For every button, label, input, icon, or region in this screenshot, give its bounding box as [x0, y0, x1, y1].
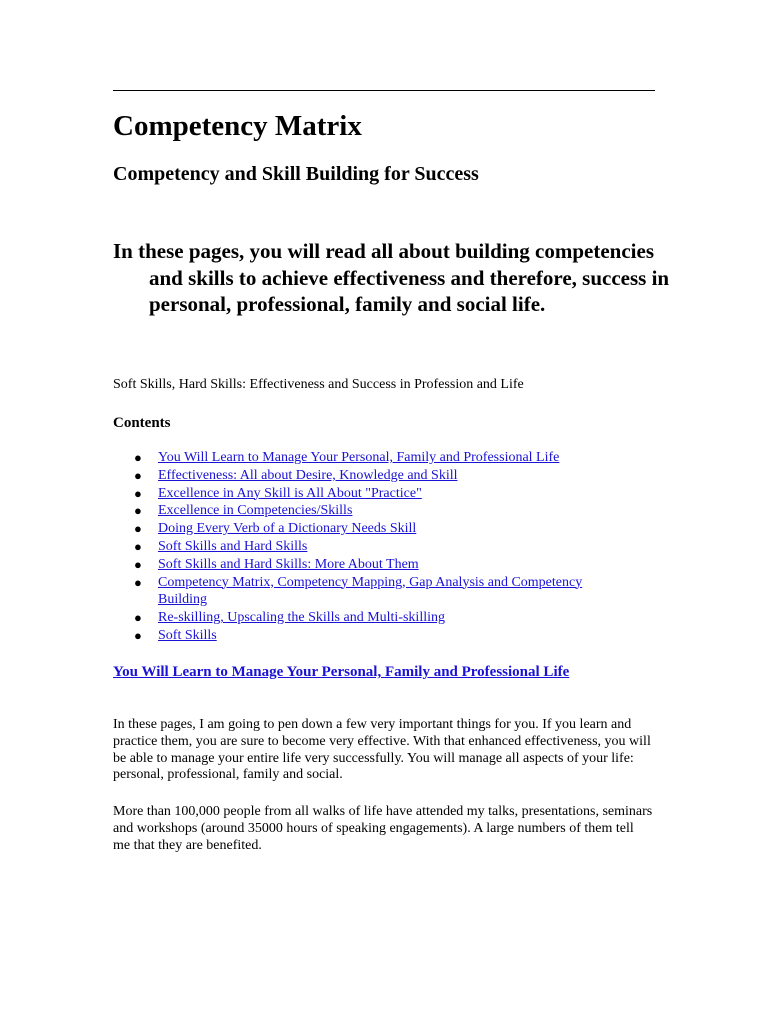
toc-link[interactable]: Soft Skills and Hard Skills: More About Them — [158, 556, 419, 572]
body-paragraph: In these pages, I am going to pen down a few very important things for you. If you learn and practice them, you are sure to become very effective. With that enhanced effectiveness, you will be able to manage your entire life very successfully. You will manage all aspects of your life: personal, professional, family and social. — [113, 717, 651, 783]
toc-link[interactable]: Effectiveness: All about Desire, Knowledge and Skill — [158, 467, 458, 483]
toc-link[interactable]: You Will Learn to Manage Your Personal, Family and Professional Life — [158, 450, 560, 465]
toc-item — [113, 609, 633, 627]
toc-link[interactable]: Soft Skills and Hard Skills — [158, 538, 308, 554]
toc-item — [113, 556, 633, 574]
page-title: Competency Matrix — [113, 110, 362, 142]
bullet-icon: ● — [134, 485, 142, 501]
toc-link[interactable]: Excellence in Any Skill is All About "Practice" — [158, 485, 422, 501]
intro-paragraph: In these pages, you will read all about building competencies and skills to achieve effectiveness and therefore, success in personal, professional, family and social life. — [113, 239, 670, 316]
bullet-icon: ● — [134, 610, 142, 626]
contents-heading: Contents — [113, 415, 171, 431]
bullet-icon: ● — [134, 503, 142, 519]
bullet-icon: ● — [134, 467, 142, 483]
top-horizontal-rule — [113, 90, 655, 91]
bullet-icon: ● — [134, 450, 142, 465]
tagline: Soft Skills, Hard Skills: Effectiveness and Success in Profession and Life — [113, 377, 524, 392]
toc-link[interactable]: Re-skilling, Upscaling the Skills and Multi-skilling — [158, 610, 445, 626]
bullet-icon: ● — [134, 538, 142, 554]
toc-item — [113, 485, 633, 503]
table-of-contents — [113, 449, 633, 645]
body-paragraph: More than 100,000 people from all walks of life have attended my talks, presentations, seminars and workshops (around 35000 hours of speaking engagements). A large numbers of them tell me that they are benefited. — [113, 804, 653, 853]
toc-item — [113, 538, 633, 556]
toc-link[interactable]: Excellence in Competencies/Skills — [158, 503, 353, 519]
bullet-icon: ● — [134, 627, 142, 643]
toc-item — [113, 574, 633, 610]
toc-item — [113, 467, 633, 485]
bullet-icon: ● — [134, 556, 142, 572]
toc-item — [113, 520, 633, 538]
bullet-icon: ● — [134, 574, 142, 590]
bullet-icon: ● — [134, 521, 142, 537]
section-heading — [113, 662, 569, 682]
toc-link[interactable]: Competency Matrix, Competency Mapping, Gap Analysis and Competency Building — [158, 574, 583, 608]
section-heading-link[interactable]: You Will Learn to Manage Your Personal, Family and Professional Life — [113, 664, 570, 680]
toc-link[interactable]: Doing Every Verb of a Dictionary Needs Skill — [158, 521, 417, 537]
toc-item — [113, 449, 633, 467]
page-subtitle: Competency and Skill Building for Success — [113, 163, 479, 185]
toc-item — [113, 627, 633, 645]
toc-link[interactable]: Soft Skills — [158, 627, 217, 643]
toc-item — [113, 502, 633, 520]
